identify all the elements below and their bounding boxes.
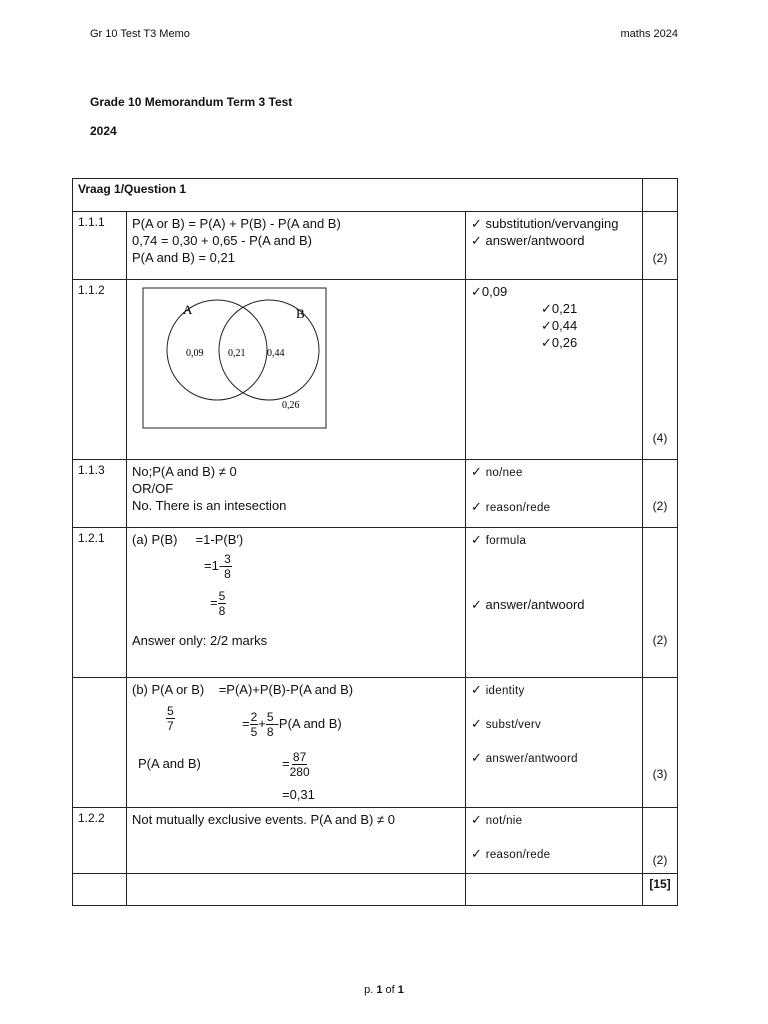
venn-label-a: A bbox=[183, 302, 193, 317]
question-number: 1.1.2 bbox=[73, 280, 127, 460]
check-icon: ✓ bbox=[471, 750, 483, 765]
mark-label: 0,26 bbox=[551, 335, 578, 350]
venn-value-a-only: 0,09 bbox=[186, 348, 204, 359]
answer-cell bbox=[127, 212, 466, 280]
part-b-step-4: =0,31 bbox=[282, 787, 315, 802]
answer-cell bbox=[127, 808, 466, 874]
marks-cell bbox=[466, 808, 643, 874]
mark-label: 0,44 bbox=[551, 318, 578, 333]
question-number: 1.2.2 bbox=[73, 808, 127, 874]
row-1-2-1-a bbox=[73, 528, 678, 678]
mark-label: answer/antwoord bbox=[485, 597, 585, 612]
question-number: 1.2.1 bbox=[73, 528, 127, 678]
page-footer: p. 1 of 1 bbox=[364, 984, 404, 996]
answer-line: P(A or B) = P(A) + P(B) - P(A and B) bbox=[132, 216, 341, 231]
header-right: maths 2024 bbox=[620, 28, 678, 40]
venn-value-intersection: 0,21 bbox=[228, 348, 246, 359]
marks-total: (3) bbox=[643, 678, 678, 808]
question-heading-row bbox=[73, 179, 678, 212]
part-b-pab: P(A and B) bbox=[138, 756, 201, 771]
marks-total: (2) bbox=[643, 460, 678, 528]
row-1-2-2 bbox=[73, 808, 678, 874]
check-icon: ✓ bbox=[471, 812, 483, 827]
part-a-label: (a) P(B) bbox=[132, 532, 178, 547]
check-icon: ✓ bbox=[471, 216, 482, 231]
venn-diagram bbox=[142, 287, 328, 431]
answer-line: OR/OF bbox=[132, 481, 174, 496]
fraction: $\frac{5}{7}$ bbox=[167, 704, 174, 733]
mark-label: 0,09 bbox=[481, 284, 508, 299]
check-icon: ✓ bbox=[471, 716, 483, 731]
check-icon: ✓ bbox=[541, 318, 552, 333]
mark-label: not/nie bbox=[485, 815, 523, 827]
question-number: 1.1.3 bbox=[73, 460, 127, 528]
check-icon: ✓ bbox=[541, 301, 552, 316]
venn-value-b-only: 0,44 bbox=[267, 348, 285, 359]
total-row bbox=[73, 874, 678, 906]
marks-cell bbox=[466, 528, 643, 678]
mark-label: formula bbox=[485, 535, 527, 547]
marks-cell bbox=[466, 280, 643, 460]
part-a-step-3: = $\frac{5}{8}$ bbox=[210, 589, 226, 618]
fraction: $\frac{5}{8}$ bbox=[266, 710, 274, 739]
document-year: 2024 bbox=[90, 124, 117, 138]
page-number: 1 bbox=[376, 984, 383, 996]
answer-line: 0,74 = 0,30 + 0,65 - P(A and B) bbox=[132, 233, 312, 248]
fraction: $\frac{5}{8}$ bbox=[218, 589, 226, 618]
marks-cell bbox=[466, 678, 643, 808]
fraction: $\frac{3}{8}$ bbox=[224, 552, 231, 581]
mark-label: substitution/vervanging bbox=[485, 216, 619, 231]
part-a-step-1: =1-P(B′) bbox=[195, 532, 244, 547]
part-b-label: (b) P(A or B) bbox=[132, 682, 205, 697]
mark-label: answer/antwoord bbox=[485, 233, 585, 248]
part-b-step-3: P(A and B) = $\frac{87}{280}$ bbox=[138, 750, 310, 779]
venn-circle-a bbox=[167, 300, 267, 400]
answer-note: Answer only: 2/2 marks bbox=[132, 633, 268, 648]
venn-value-outside: 0,26 bbox=[282, 400, 300, 411]
check-icon: ✓ bbox=[471, 284, 482, 299]
answer-line: No;P(A and B) ≠ 0 bbox=[132, 464, 237, 479]
mark-label: answer/antwoord bbox=[485, 753, 578, 765]
page-count: 1 bbox=[397, 984, 404, 996]
part-b-step-2: $\frac{5}{7}$ = $\frac{2}{5}$ + $\frac{5}{8}$ -P(A and B) bbox=[167, 704, 342, 739]
mark-label: identity bbox=[485, 685, 525, 697]
memo-table bbox=[72, 178, 678, 906]
answer-line: No. There is an intesection bbox=[132, 498, 287, 513]
answer-cell bbox=[127, 678, 466, 808]
check-icon: ✓ bbox=[541, 335, 552, 350]
row-1-1-2 bbox=[73, 280, 678, 460]
venn-label-b: B bbox=[296, 306, 305, 321]
check-icon: ✓ bbox=[471, 532, 483, 547]
row-1-1-1 bbox=[73, 212, 678, 280]
check-icon: ✓ bbox=[471, 464, 483, 479]
part-b-step-1: =P(A)+P(B)-P(A and B) bbox=[218, 682, 354, 697]
check-icon: ✓ bbox=[471, 597, 482, 612]
document-title: Grade 10 Memorandum Term 3 Test bbox=[90, 95, 293, 109]
answer-cell bbox=[127, 280, 466, 460]
answer-cell bbox=[127, 460, 466, 528]
fraction: $\frac{2}{5}$ bbox=[250, 710, 258, 739]
marks-total: (4) bbox=[643, 280, 678, 460]
answer-cell bbox=[127, 528, 466, 678]
check-icon: ✓ bbox=[471, 682, 483, 697]
mark-label: reason/rede bbox=[485, 502, 551, 514]
marks-total: (2) bbox=[643, 808, 678, 874]
check-icon: ✓ bbox=[471, 846, 483, 861]
question-heading: Vraag 1/Question 1 bbox=[73, 179, 643, 212]
row-1-1-3 bbox=[73, 460, 678, 528]
check-icon: ✓ bbox=[471, 499, 483, 514]
row-1-2-1-b bbox=[73, 678, 678, 808]
marks-cell bbox=[466, 212, 643, 280]
fraction: $\frac{87}{280}$ bbox=[289, 750, 310, 779]
marks-cell bbox=[466, 460, 643, 528]
mark-label: subst/verv bbox=[485, 719, 542, 731]
mark-label: reason/rede bbox=[485, 849, 551, 861]
mark-label: no/nee bbox=[485, 467, 523, 479]
grand-total: [15] bbox=[643, 874, 678, 906]
marks-total: (2) bbox=[643, 212, 678, 280]
question-number: 1.1.1 bbox=[73, 212, 127, 280]
answer-line: P(A and B) = 0,21 bbox=[132, 250, 235, 265]
answer-line: Not mutually exclusive events. P(A and B) ≠ 0 bbox=[132, 812, 395, 827]
part-a-step-2: =1- $\frac{3}{8}$ bbox=[204, 552, 231, 581]
marks-total: (2) bbox=[643, 528, 678, 678]
header-left: Gr 10 Test T3 Memo bbox=[90, 28, 190, 40]
mark-label: 0,21 bbox=[551, 301, 578, 316]
check-icon: ✓ bbox=[471, 233, 482, 248]
